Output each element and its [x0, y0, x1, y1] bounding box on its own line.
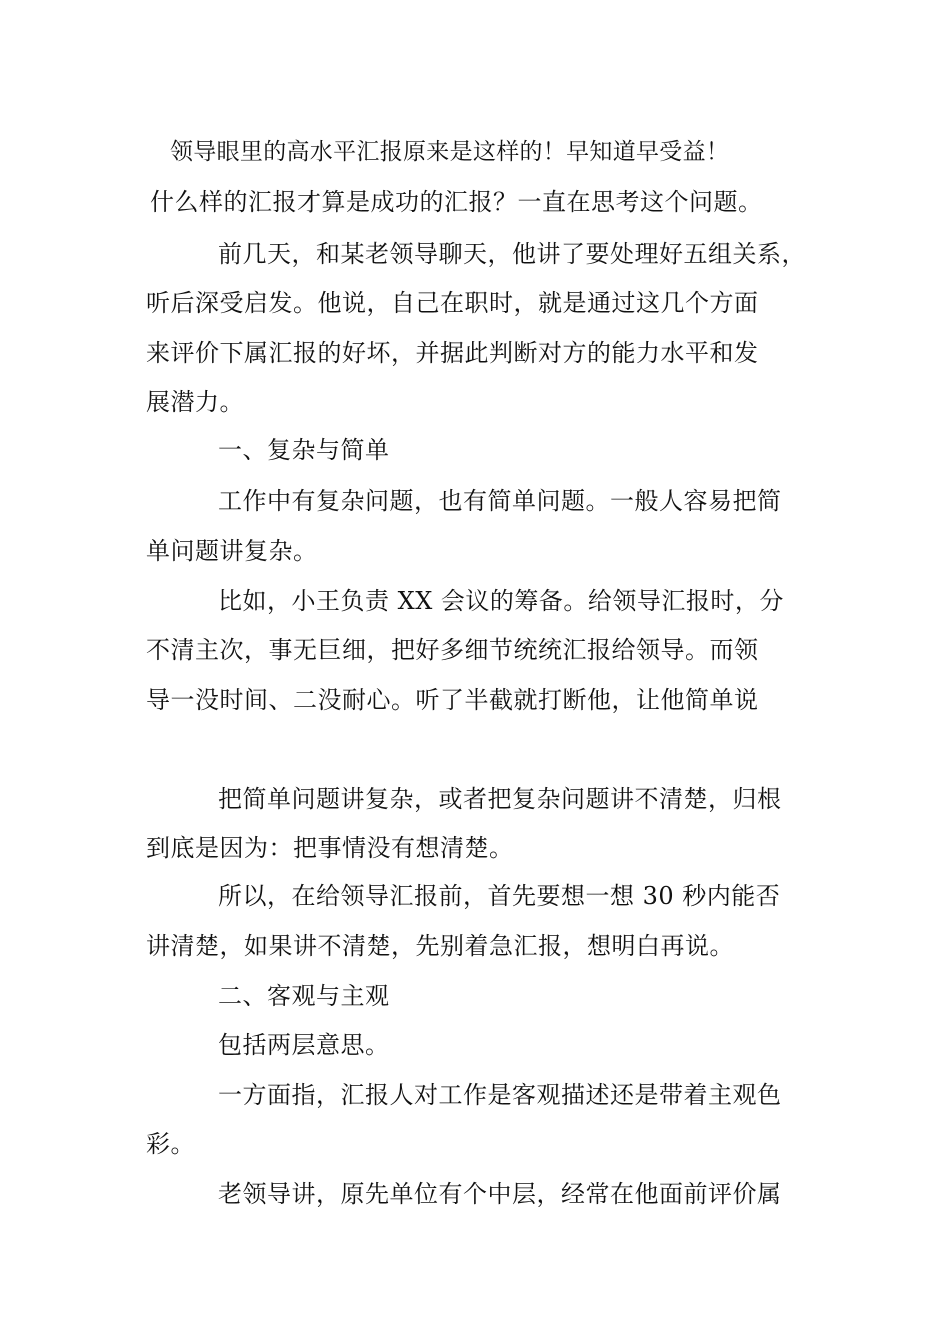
paragraph-line: 听后深受启发。他说，自己在职时，就是通过这几个方面	[146, 289, 759, 317]
paragraph-line: 所以，在给领导汇报前，首先要想一想 30 秒内能否	[218, 882, 781, 910]
paragraph-line: 前几天，和某老领导聊天，他讲了要处理好五组关系，	[218, 240, 806, 268]
paragraph-line: 老领导讲，原先单位有个中层，经常在他面前评价属	[218, 1180, 782, 1208]
section-heading: 一、复杂与简单	[218, 436, 390, 464]
paragraph-line: 导一没时间、二没耐心。听了半截就打断他，让他简单说	[146, 686, 759, 714]
paragraph-line: 比如，小王负责 XX 会议的筹备。给领导汇报时，分	[218, 587, 784, 615]
paragraph-line: 讲清楚，如果讲不清楚，先别着急汇报，想明白再说。	[146, 932, 734, 960]
paragraph-line: 来评价下属汇报的好坏，并据此判断对方的能力水平和发	[146, 339, 759, 367]
paragraph-line: 彩。	[146, 1130, 195, 1158]
paragraph-line: 包括两层意思。	[218, 1031, 390, 1059]
paragraph-line: 什么样的汇报才算是成功的汇报？一直在思考这个问题。	[150, 188, 763, 216]
paragraph-line: 单问题讲复杂。	[146, 537, 318, 565]
paragraph-line: 一方面指，汇报人对工作是客观描述还是带着主观色	[218, 1081, 782, 1109]
paragraph-line: 展潜力。	[146, 388, 244, 416]
paragraph-line: 把简单问题讲复杂，或者把复杂问题讲不清楚，归根	[218, 785, 782, 813]
paragraph-line: 不清主次，事无巨细，把好多细节统统汇报给领导。而领	[146, 636, 759, 664]
document-title: 领导眼里的高水平汇报原来是这样的！早知道早受益！	[170, 139, 730, 165]
paragraph-line: 工作中有复杂问题，也有简单问题。一般人容易把简	[218, 487, 782, 515]
paragraph-line: 到底是因为：把事情没有想清楚。	[146, 834, 514, 862]
section-heading: 二、客观与主观	[218, 982, 390, 1010]
